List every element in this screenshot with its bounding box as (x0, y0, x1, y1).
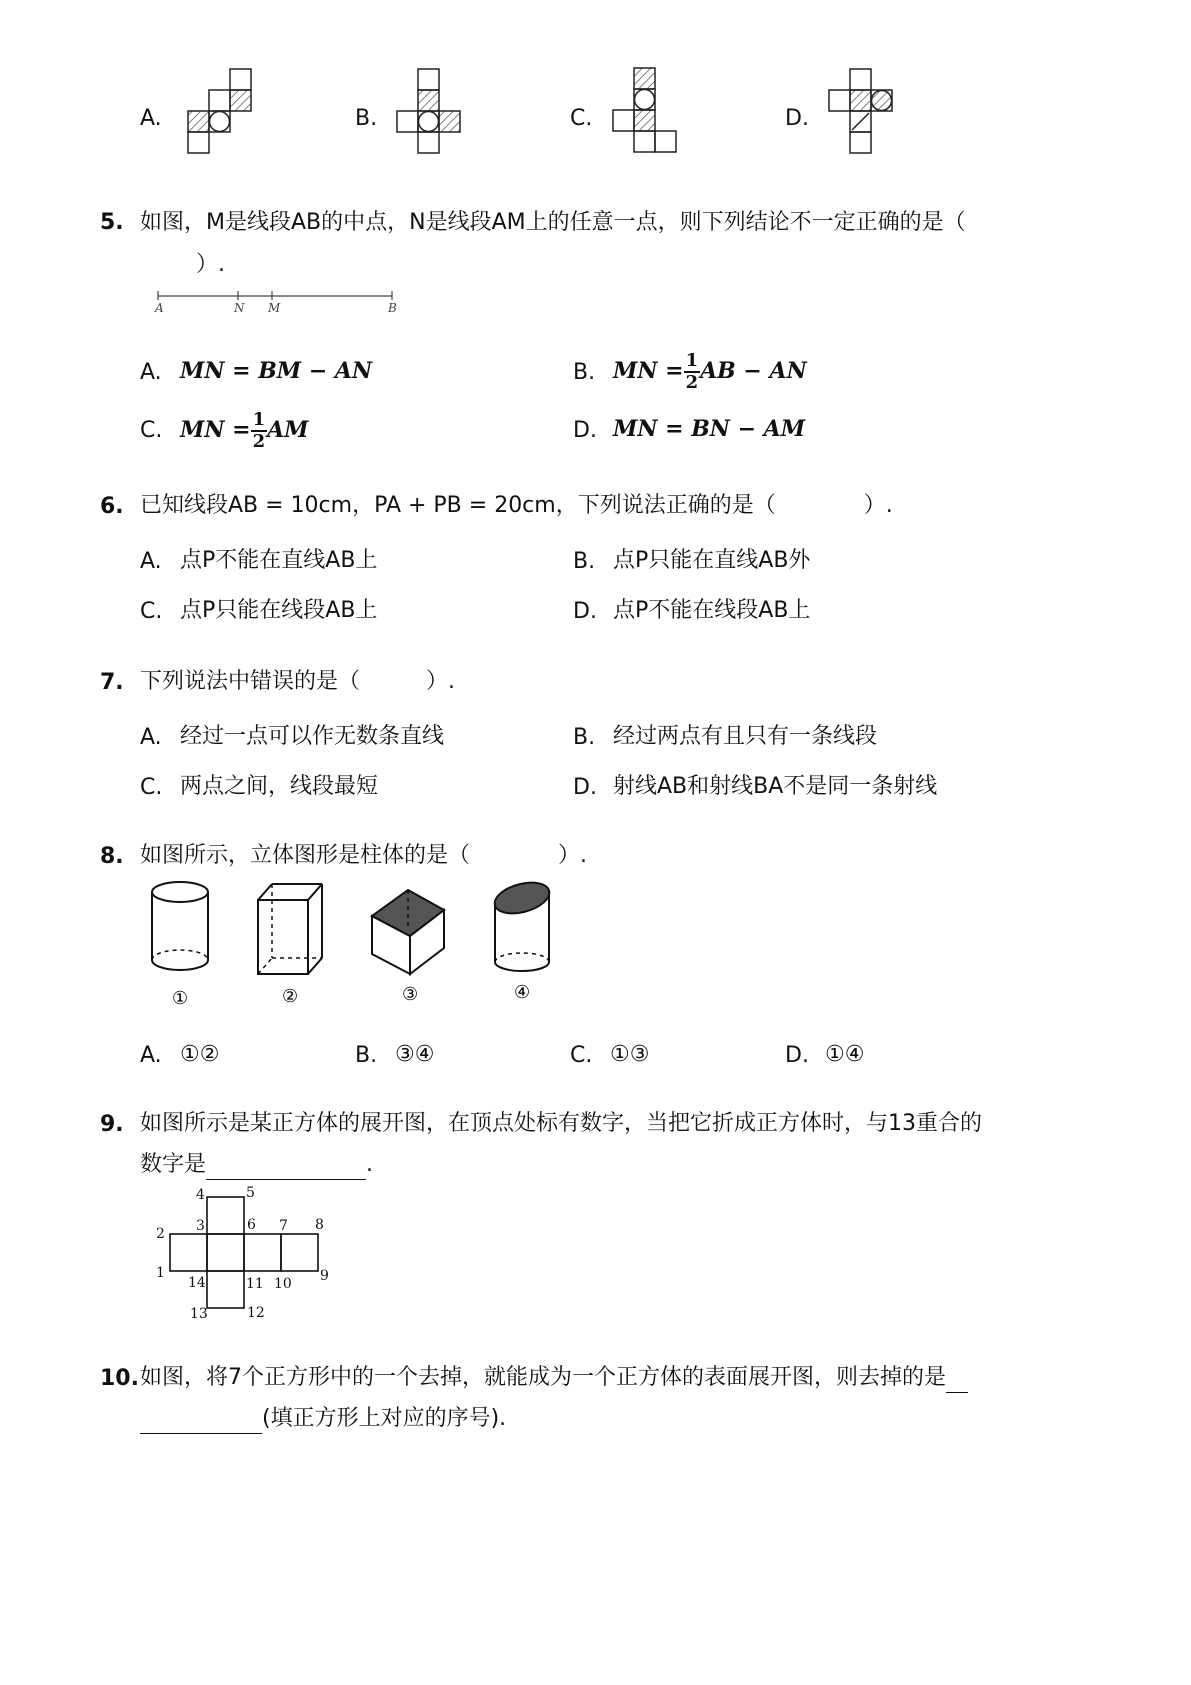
q6-option-c-label: C. (140, 599, 163, 624)
q8-option-d-label: D. (785, 1043, 809, 1068)
q5-text-line1: 如图，M是线段AB的中点，N是线段AM上的任意一点，则下列结论不一定正确的是（ (140, 210, 966, 235)
q7-option-d-label: D. (573, 775, 597, 800)
q9-vertex-label-4: 4 (196, 1187, 205, 1203)
q7-option-d-text: 射线AB和射线BA不是同一条射线 (613, 774, 938, 799)
q9-vertex-label-13: 13 (190, 1306, 208, 1322)
q8-option-b-label: B. (355, 1043, 378, 1068)
q5-point-n-label: N (234, 301, 245, 315)
q5-option-a-expr: MN = BM − AN (180, 358, 373, 384)
q5-point-b-label: B (388, 301, 397, 315)
q8-solid-4-label: ④ (514, 982, 531, 1003)
q5-text-line2: ）. (196, 252, 225, 277)
q6-text: 已知线段AB = 10cm，PA + PB = 20cm，下列说法正确的是（ ）. (140, 493, 893, 518)
q8-option-c-text: ①③ (610, 1042, 650, 1067)
q9-vertex-label-11: 11 (246, 1276, 264, 1292)
q5-number: 5. (100, 210, 124, 235)
q6-option-a-text: 点P不能在直线AB上 (180, 548, 378, 573)
q5-option-b-label: B. (573, 360, 596, 385)
q10-answer-blank[interactable] (140, 1409, 262, 1434)
q9-vertex-label-6: 6 (247, 1217, 256, 1233)
q9-text-line1: 如图所示是某正方体的展开图，在顶点处标有数字，当把它折成正方体时，与13重合的 (140, 1111, 982, 1136)
q4-option-d-label: D. (785, 106, 809, 131)
q4-option-b-net (394, 68, 466, 158)
q9-vertex-label-12: 12 (247, 1305, 265, 1321)
q7-option-a-label: A. (140, 725, 162, 750)
q9-number: 9. (100, 1112, 124, 1137)
q10-text-line1: 如图，将7个正方形中的一个去掉，就能成为一个正方体的表面展开图，则去掉的是 (140, 1363, 968, 1393)
q8-solid-1-cylinder (152, 882, 208, 970)
q4-option-d-net (826, 68, 898, 158)
q5-option-b-expr: MN = $\frac{1}{2}$ AB − AN (613, 350, 807, 393)
q9-vertex-label-1: 1 (156, 1265, 165, 1281)
q4-option-a-net (184, 68, 254, 158)
q7-option-b-label: B. (573, 725, 596, 750)
q9-vertex-label-3: 3 (196, 1218, 205, 1234)
q4-option-b-label: B. (355, 106, 378, 131)
q6-option-c-text: 点P只能在线段AB上 (180, 598, 378, 623)
q10-answer-blank-start[interactable] (946, 1368, 968, 1393)
q5-option-a-label: A. (140, 360, 162, 385)
q6-number: 6. (100, 494, 124, 519)
q8-solid-1-label: ① (172, 988, 189, 1008)
q5-segment-figure (150, 288, 410, 318)
q9-vertex-label-10: 10 (274, 1276, 292, 1292)
q5-option-d-label: D. (573, 418, 597, 443)
q5-point-a-label: A (155, 301, 164, 315)
q4-option-c-label: C. (570, 106, 593, 131)
q9-vertex-label-9: 9 (320, 1268, 329, 1284)
q9-vertex-label-8: 8 (315, 1217, 324, 1233)
q9-vertex-label-7: 7 (279, 1218, 288, 1234)
q8-option-a-text: ①② (180, 1042, 220, 1067)
q6-option-a-label: A. (140, 549, 162, 574)
q7-option-a-text: 经过一点可以作无数条直线 (180, 724, 445, 749)
q7-option-b-text: 经过两点有且只有一条线段 (613, 724, 878, 749)
q9-text-line2: 数字是 . (140, 1150, 373, 1180)
q8-option-c-label: C. (570, 1043, 593, 1068)
q7-number: 7. (100, 670, 124, 695)
q5-option-c-expr: MN = $\frac{1}{2}$ AM (180, 409, 309, 452)
q5-option-d-expr: MN = BN − AM (613, 416, 806, 442)
q6-option-b-label: B. (573, 549, 596, 574)
q9-vertex-label-2: 2 (156, 1226, 165, 1242)
q9-cube-net-figure (150, 1185, 350, 1325)
q8-option-a-label: A. (140, 1043, 162, 1068)
q6-option-d-text: 点P不能在线段AB上 (613, 598, 811, 623)
q8-solid-4-slanted-cylinder (491, 878, 552, 971)
q4-option-a-label: A. (140, 106, 162, 131)
q7-option-c-text: 两点之间，线段最短 (180, 774, 379, 799)
q8-solids-figure (140, 878, 580, 1008)
q9-vertex-label-5: 5 (246, 1185, 255, 1201)
q8-solid-2-prism (258, 884, 322, 974)
q6-option-d-label: D. (573, 599, 597, 624)
q9-answer-blank[interactable] (206, 1155, 366, 1180)
q8-solid-3-label: ③ (402, 984, 419, 1005)
q10-text-line2: (填正方形上对应的序号). (140, 1404, 506, 1434)
q4-option-c-net (610, 66, 682, 158)
q8-option-d-text: ①④ (825, 1042, 865, 1067)
q6-option-b-text: 点P只能在直线AB外 (613, 548, 811, 573)
q8-solid-3-cube (372, 890, 444, 974)
q8-number: 8. (100, 844, 124, 869)
q7-text: 下列说法中错误的是（ ）. (140, 669, 455, 694)
q9-vertex-label-14: 14 (188, 1275, 206, 1291)
q10-number: 10. (100, 1366, 139, 1391)
q5-option-c-label: C. (140, 418, 163, 443)
q8-solid-2-label: ② (282, 986, 299, 1007)
q8-text: 如图所示，立体图形是柱体的是（ ）. (140, 843, 587, 868)
q8-option-b-text: ③④ (395, 1042, 435, 1067)
q5-point-m-label: M (268, 301, 281, 315)
q7-option-c-label: C. (140, 775, 163, 800)
